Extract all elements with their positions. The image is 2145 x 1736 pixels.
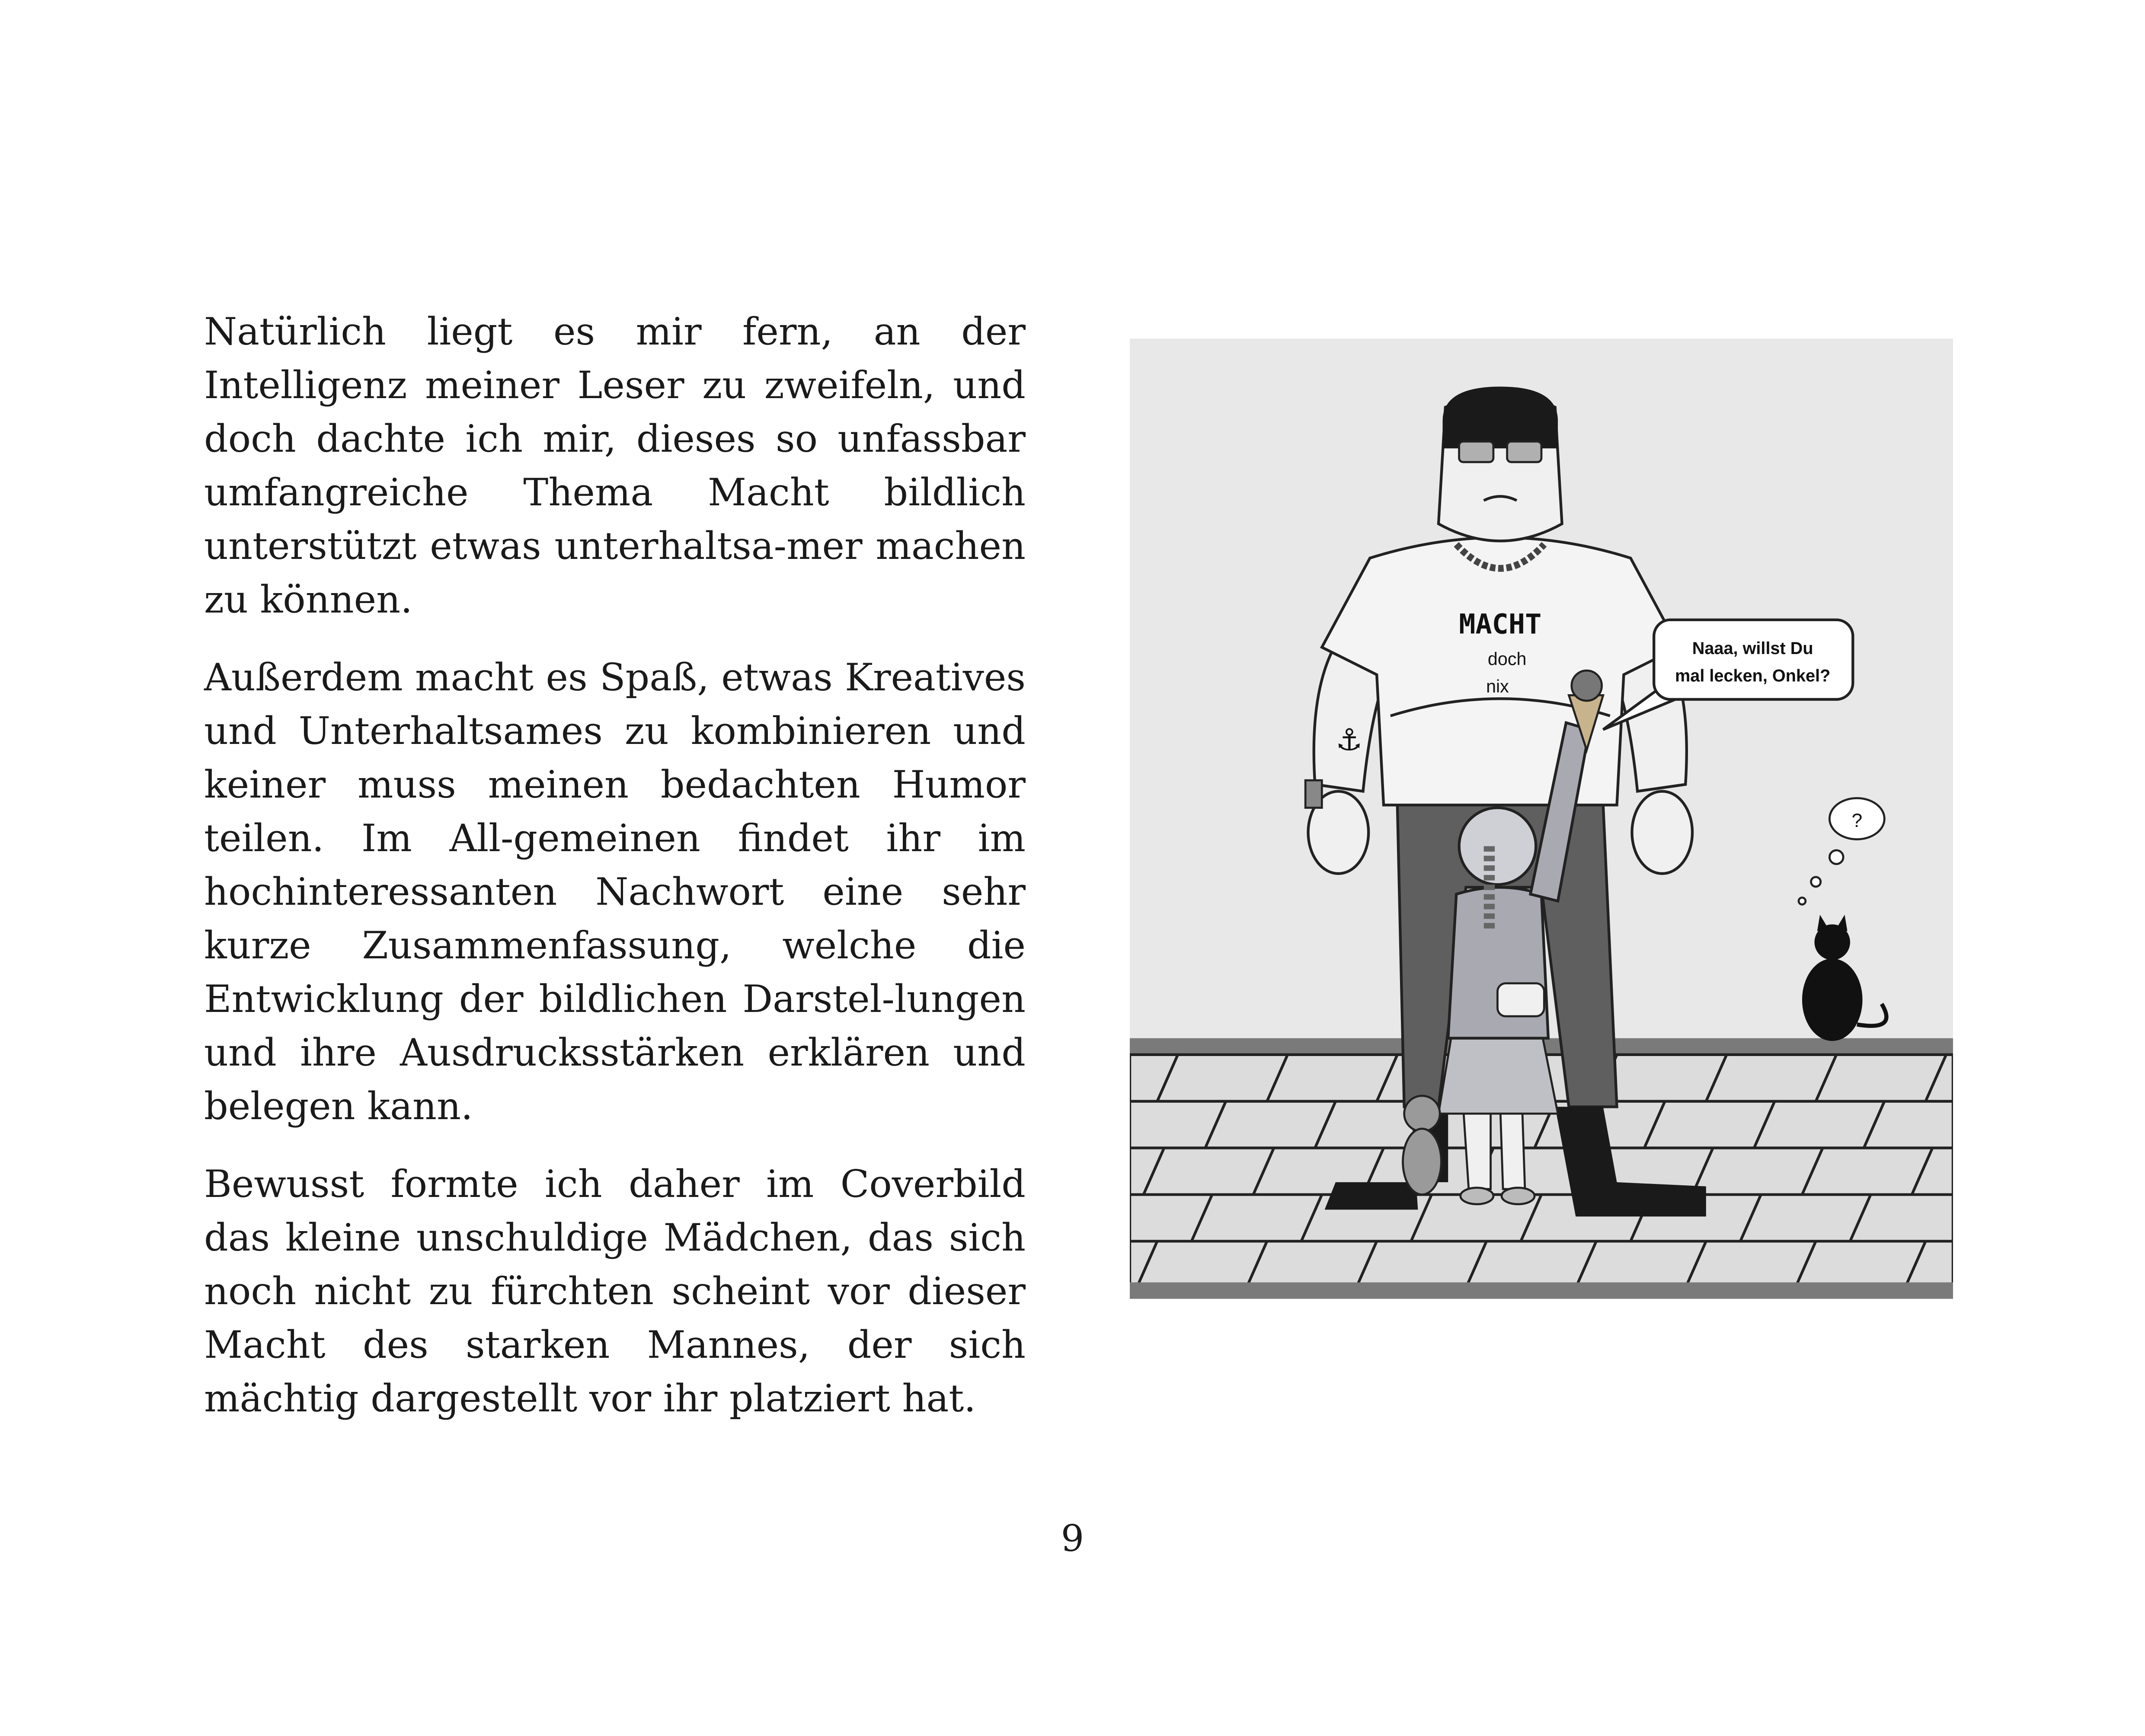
cover-illustration <box>1130 337 1953 1300</box>
shirt-text-line2: doch <box>1487 649 1527 669</box>
speech-text-line1: Naaa, willst Du <box>1692 639 1813 658</box>
speech-text-line2: mal lecken, Onkel? <box>1675 666 1831 686</box>
page-number: 9 <box>1061 1517 1084 1560</box>
body-text <box>204 305 1026 1449</box>
cat-thought-text: ? <box>1851 810 1863 832</box>
paragraph-3: Bewusst formte ich daher im Coverbild das kleine unschuldige Mädchen, das sich noch nicht zu fürchten scheint vor dieser Macht des starken Mannes, der sich mächtig dargestellt vor ihr platziert hat. <box>204 1162 1026 1420</box>
paragraph-1: Natürlich liegt es mir fern, an der Intelligenz meiner Leser zu zweifeln, und doch dachte ich mir, dieses so unfassbar umfangreiche Thema Macht bildlich unterstützt etwas unterhaltsa-mer machen zu können. <box>204 310 1026 622</box>
paragraph-2: Außerdem macht es Spaß, etwas Kreatives und Unterhaltsames zu kombinieren und keiner muss meinen bedachten Humor teilen. Im All-gemeinen findet ihr im hochinteressanten Nachwort eine sehr kurze Zusammenfassung, welche die Entwicklung der bildlichen Darstel-lungen und ihre Ausdrucksstärken erklären und belegen kann. <box>204 655 1026 1128</box>
svg-text:⚓: ⚓ <box>1336 722 1363 758</box>
shirt-text-line1: MACHT <box>1459 608 1542 640</box>
shirt-text-line3: nix <box>1486 677 1509 697</box>
